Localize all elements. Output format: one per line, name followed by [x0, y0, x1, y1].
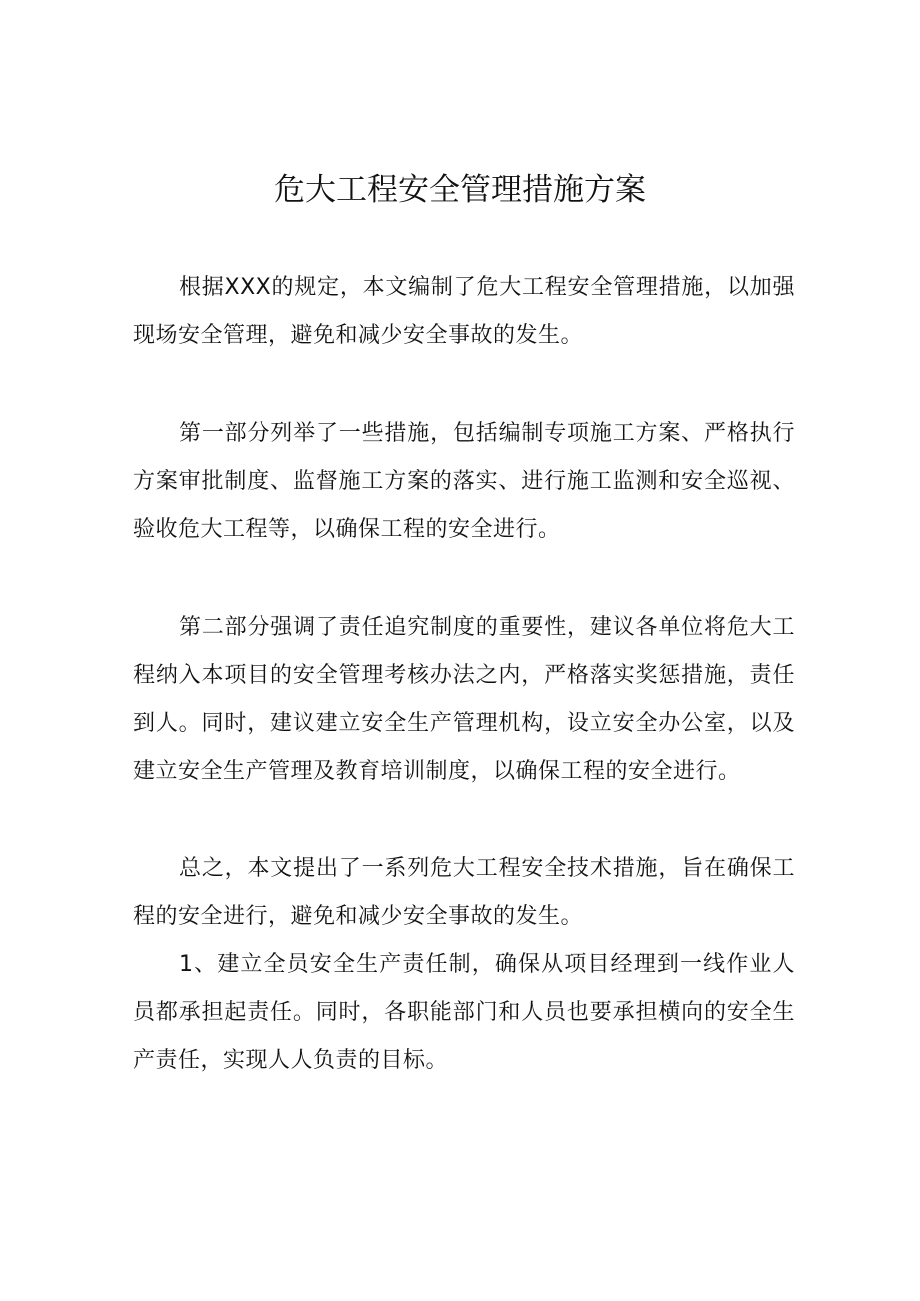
paragraph-part-one: 第一部分列举了一些措施，包括编制专项施工方案、严格执行方案审批制度、监督施工方案的落实、进行施工监测和安全巡视、验收危大工程等，以确保工程的安全进行。 [133, 421, 795, 542]
page-title: 危大工程安全管理措施方案 [274, 172, 646, 208]
paragraph-intro: 根据XXX的规定，本文编制了危大工程安全管理措施，以加强现场安全管理，避免和减少安全事故的发生。 [133, 275, 795, 348]
paragraph-summary: 总之，本文提出了一系列危大工程安全技术措施，旨在确保工程的安全进行，避免和减少安全事故的发生。 [133, 856, 795, 929]
paragraph-item-1: 1、建立全员安全生产责任制，确保从项目经理到一线作业人员都承担起责任。同时，各职能部门和人员也要承担横向的安全生产责任，实现人人负责的目标。 [133, 952, 795, 1073]
paragraph-part-two: 第二部分强调了责任追究制度的重要性，建议各单位将危大工程纳入本项目的安全管理考核办法之内，严格落实奖惩措施，责任到人。同时，建议建立安全生产管理机构，设立安全办公室，以及建立安全生产管理及教育培训制度，以确保工程的安全进行。 [133, 615, 795, 784]
